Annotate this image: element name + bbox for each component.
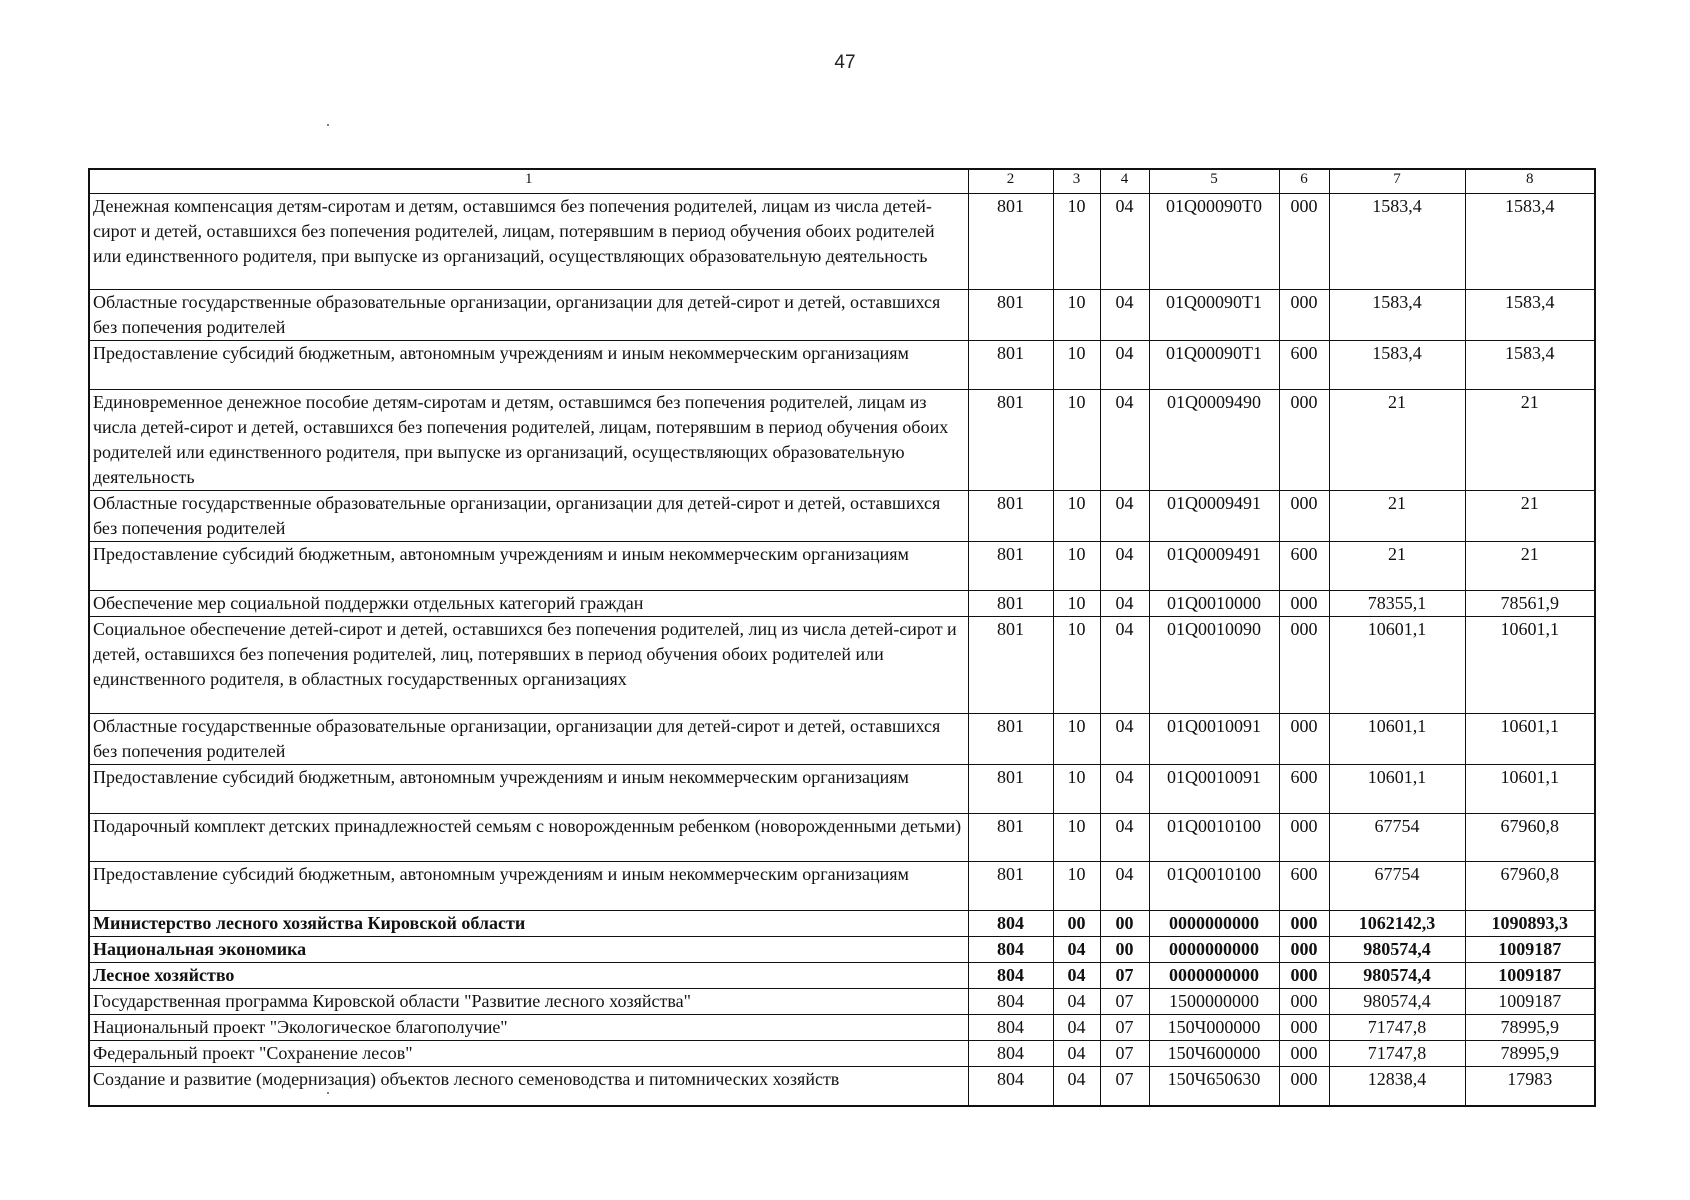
scan-speck <box>327 1092 329 1094</box>
code-expense-type-cell: 000 <box>1279 1040 1329 1066</box>
table-row <box>89 764 1595 813</box>
column-header: 7 <box>1329 169 1465 193</box>
row-name-cell: Денежная компенсация детям-сиротам и детям, оставшимся без попечения родителей, лицам из числа детей-сирот и детей, оставшихся без попечения родителей, лицам, потерявшим в период обучения обоих родителей или единственного родителя, при выпуске из организаций, осуществляющих образовательную деятельность <box>89 193 968 289</box>
amount-year2-cell: 21 <box>1465 541 1595 590</box>
code-target-cell: 01Q0010100 <box>1149 813 1279 861</box>
amount-year1-cell: 1583,4 <box>1329 340 1465 389</box>
row-name-cell: Областные государственные образовательные организации, организации для детей-сирот и детей, оставшихся без попечения родителей <box>89 289 968 340</box>
code-target-cell: 01Q0009491 <box>1149 490 1279 541</box>
table-body <box>89 193 1595 1106</box>
code-subsection-cell: 04 <box>1100 389 1149 490</box>
column-header: 3 <box>1053 169 1100 193</box>
code-section-cell: 04 <box>1053 962 1100 988</box>
code-target-cell: 01Q0010091 <box>1149 764 1279 813</box>
row-name-cell: Областные государственные образовательные организации, организации для детей-сирот и детей, оставшихся без попечения родителей <box>89 490 968 541</box>
code-gpr-cell: 804 <box>968 1040 1053 1066</box>
column-header: 6 <box>1279 169 1329 193</box>
amount-year1-cell: 12838,4 <box>1329 1066 1465 1106</box>
code-target-cell: 150Ч000000 <box>1149 1014 1279 1040</box>
code-gpr-cell: 804 <box>968 936 1053 962</box>
amount-year2-cell: 1009187 <box>1465 962 1595 988</box>
table-row <box>89 936 1595 962</box>
header-row <box>89 169 1595 193</box>
code-target-cell: 150Ч650630 <box>1149 1066 1279 1106</box>
amount-year1-cell: 10601,1 <box>1329 713 1465 764</box>
code-gpr-cell: 801 <box>968 713 1053 764</box>
table-row <box>89 1066 1595 1106</box>
code-subsection-cell: 00 <box>1100 936 1149 962</box>
table-row <box>89 1040 1595 1066</box>
code-section-cell: 00 <box>1053 910 1100 936</box>
row-name-cell: Государственная программа Кировской области "Развитие лесного хозяйства" <box>89 988 968 1014</box>
code-subsection-cell: 07 <box>1100 988 1149 1014</box>
amount-year2-cell: 67960,8 <box>1465 861 1595 910</box>
amount-year1-cell: 1583,4 <box>1329 193 1465 289</box>
code-target-cell: 01Q0010090 <box>1149 616 1279 713</box>
row-name-cell: Областные государственные образовательные организации, организации для детей-сирот и детей, оставшихся без попечения родителей <box>89 713 968 764</box>
code-gpr-cell: 804 <box>968 910 1053 936</box>
code-gpr-cell: 804 <box>968 962 1053 988</box>
code-expense-type-cell: 000 <box>1279 1014 1329 1040</box>
code-expense-type-cell: 000 <box>1279 490 1329 541</box>
table-row <box>89 616 1595 713</box>
code-expense-type-cell: 000 <box>1279 193 1329 289</box>
code-section-cell: 10 <box>1053 541 1100 590</box>
code-section-cell: 10 <box>1053 193 1100 289</box>
amount-year1-cell: 67754 <box>1329 813 1465 861</box>
code-target-cell: 01Q00090T1 <box>1149 289 1279 340</box>
row-name-cell: Социальное обеспечение детей-сирот и детей, оставшихся без попечения родителей, лиц из числа детей-сирот и детей, оставшихся без попечения родителей, лиц, потерявших в период обучения обоих родителей или единственного родителя, в областных государственных организациях <box>89 616 968 713</box>
amount-year1-cell: 21 <box>1329 490 1465 541</box>
amount-year2-cell: 78995,9 <box>1465 1014 1595 1040</box>
amount-year2-cell: 17983 <box>1465 1066 1595 1106</box>
code-subsection-cell: 07 <box>1100 962 1149 988</box>
code-subsection-cell: 04 <box>1100 764 1149 813</box>
amount-year2-cell: 1009187 <box>1465 936 1595 962</box>
table-row <box>89 962 1595 988</box>
code-section-cell: 10 <box>1053 764 1100 813</box>
row-name-cell: Предоставление субсидий бюджетным, автономным учреждениям и иным некоммерческим организациям <box>89 340 968 389</box>
row-name-cell: Подарочный комплект детских принадлежностей семьям с новорожденным ребенком (новорожденными детьми) <box>89 813 968 861</box>
code-gpr-cell: 801 <box>968 389 1053 490</box>
amount-year2-cell: 1583,4 <box>1465 193 1595 289</box>
column-header: 8 <box>1465 169 1595 193</box>
code-section-cell: 10 <box>1053 713 1100 764</box>
amount-year2-cell: 1009187 <box>1465 988 1595 1014</box>
page-number: 47 <box>834 52 856 73</box>
amount-year1-cell: 21 <box>1329 389 1465 490</box>
row-name-cell: Обеспечение мер социальной поддержки отдельных категорий граждан <box>89 590 968 616</box>
code-target-cell: 0000000000 <box>1149 910 1279 936</box>
code-section-cell: 10 <box>1053 616 1100 713</box>
amount-year1-cell: 21 <box>1329 541 1465 590</box>
code-subsection-cell: 07 <box>1100 1066 1149 1106</box>
table-row <box>89 813 1595 861</box>
amount-year2-cell: 10601,1 <box>1465 713 1595 764</box>
table-row <box>89 193 1595 289</box>
amount-year2-cell: 1583,4 <box>1465 340 1595 389</box>
code-section-cell: 04 <box>1053 1066 1100 1106</box>
row-name-cell: Федеральный проект "Сохранение лесов" <box>89 1040 968 1066</box>
code-gpr-cell: 801 <box>968 490 1053 541</box>
table-row <box>89 1014 1595 1040</box>
code-subsection-cell: 04 <box>1100 541 1149 590</box>
code-expense-type-cell: 000 <box>1279 988 1329 1014</box>
code-subsection-cell: 04 <box>1100 289 1149 340</box>
row-name-cell: Предоставление субсидий бюджетным, автономным учреждениям и иным некоммерческим организациям <box>89 541 968 590</box>
scan-speck <box>327 124 329 126</box>
row-name-cell: Предоставление субсидий бюджетным, автономным учреждениям и иным некоммерческим организациям <box>89 764 968 813</box>
code-section-cell: 04 <box>1053 1040 1100 1066</box>
code-expense-type-cell: 000 <box>1279 616 1329 713</box>
code-subsection-cell: 07 <box>1100 1014 1149 1040</box>
row-name-cell: Единовременное денежное пособие детям-сиротам и детям, оставшимся без попечения родителей, лицам из числа детей-сирот и детей, оставшихся без попечения родителей, лицам, потерявшим в период обучения обоих родителей или единственного родителя, при выпуске из организаций, осуществляющих образовательную деятельность <box>89 389 968 490</box>
code-expense-type-cell: 600 <box>1279 861 1329 910</box>
code-gpr-cell: 801 <box>968 541 1053 590</box>
amount-year1-cell: 1583,4 <box>1329 289 1465 340</box>
code-target-cell: 01Q0010091 <box>1149 713 1279 764</box>
row-name-cell: Создание и развитие (модернизация) объектов лесного семеноводства и питомнических хозяйств <box>89 1066 968 1106</box>
amount-year1-cell: 71747,8 <box>1329 1040 1465 1066</box>
code-section-cell: 10 <box>1053 389 1100 490</box>
code-subsection-cell: 07 <box>1100 1040 1149 1066</box>
code-gpr-cell: 801 <box>968 764 1053 813</box>
code-section-cell: 10 <box>1053 289 1100 340</box>
amount-year2-cell: 78995,9 <box>1465 1040 1595 1066</box>
amount-year2-cell: 10601,1 <box>1465 616 1595 713</box>
code-expense-type-cell: 600 <box>1279 541 1329 590</box>
code-target-cell: 150Ч600000 <box>1149 1040 1279 1066</box>
code-section-cell: 10 <box>1053 861 1100 910</box>
row-name-cell: Национальная экономика <box>89 936 968 962</box>
table-row <box>89 541 1595 590</box>
code-subsection-cell: 04 <box>1100 490 1149 541</box>
code-gpr-cell: 804 <box>968 1066 1053 1106</box>
column-header: 1 <box>89 169 968 193</box>
column-header: 4 <box>1100 169 1149 193</box>
amount-year2-cell: 1583,4 <box>1465 289 1595 340</box>
code-gpr-cell: 801 <box>968 590 1053 616</box>
code-expense-type-cell: 600 <box>1279 764 1329 813</box>
code-target-cell: 01Q0010000 <box>1149 590 1279 616</box>
code-gpr-cell: 801 <box>968 861 1053 910</box>
row-name-cell: Предоставление субсидий бюджетным, автономным учреждениям и иным некоммерческим организациям <box>89 861 968 910</box>
amount-year2-cell: 21 <box>1465 389 1595 490</box>
code-subsection-cell: 04 <box>1100 590 1149 616</box>
code-section-cell: 04 <box>1053 988 1100 1014</box>
code-subsection-cell: 04 <box>1100 616 1149 713</box>
code-section-cell: 10 <box>1053 590 1100 616</box>
code-expense-type-cell: 000 <box>1279 910 1329 936</box>
code-subsection-cell: 04 <box>1100 861 1149 910</box>
code-target-cell: 01Q0009490 <box>1149 389 1279 490</box>
amount-year1-cell: 980574,4 <box>1329 962 1465 988</box>
amount-year2-cell: 21 <box>1465 490 1595 541</box>
table-row <box>89 289 1595 340</box>
amount-year1-cell: 10601,1 <box>1329 616 1465 713</box>
code-section-cell: 10 <box>1053 813 1100 861</box>
code-expense-type-cell: 000 <box>1279 1066 1329 1106</box>
code-target-cell: 01Q0010100 <box>1149 861 1279 910</box>
amount-year2-cell: 10601,1 <box>1465 764 1595 813</box>
amount-year2-cell: 1090893,3 <box>1465 910 1595 936</box>
code-expense-type-cell: 000 <box>1279 713 1329 764</box>
table-row <box>89 861 1595 910</box>
code-target-cell: 1500000000 <box>1149 988 1279 1014</box>
code-expense-type-cell: 000 <box>1279 289 1329 340</box>
table-row <box>89 340 1595 389</box>
amount-year1-cell: 980574,4 <box>1329 936 1465 962</box>
code-target-cell: 0000000000 <box>1149 936 1279 962</box>
amount-year1-cell: 10601,1 <box>1329 764 1465 813</box>
row-name-cell: Национальный проект "Экологическое благополучие" <box>89 1014 968 1040</box>
code-expense-type-cell: 600 <box>1279 340 1329 389</box>
code-section-cell: 04 <box>1053 1014 1100 1040</box>
code-subsection-cell: 04 <box>1100 193 1149 289</box>
code-expense-type-cell: 000 <box>1279 936 1329 962</box>
table-row <box>89 910 1595 936</box>
code-subsection-cell: 04 <box>1100 813 1149 861</box>
code-target-cell: 0000000000 <box>1149 962 1279 988</box>
code-section-cell: 10 <box>1053 490 1100 541</box>
amount-year1-cell: 67754 <box>1329 861 1465 910</box>
row-name-cell: Министерство лесного хозяйства Кировской области <box>89 910 968 936</box>
table-row <box>89 389 1595 490</box>
table-row <box>89 590 1595 616</box>
code-expense-type-cell: 000 <box>1279 590 1329 616</box>
row-name-cell: Лесное хозяйство <box>89 962 968 988</box>
amount-year1-cell: 1062142,3 <box>1329 910 1465 936</box>
code-gpr-cell: 801 <box>968 193 1053 289</box>
amount-year1-cell: 78355,1 <box>1329 590 1465 616</box>
code-gpr-cell: 804 <box>968 988 1053 1014</box>
code-gpr-cell: 801 <box>968 813 1053 861</box>
code-subsection-cell: 04 <box>1100 713 1149 764</box>
amount-year1-cell: 71747,8 <box>1329 1014 1465 1040</box>
table-row <box>89 713 1595 764</box>
code-target-cell: 01Q0009491 <box>1149 541 1279 590</box>
amount-year2-cell: 78561,9 <box>1465 590 1595 616</box>
table-row <box>89 988 1595 1014</box>
code-gpr-cell: 801 <box>968 289 1053 340</box>
code-subsection-cell: 04 <box>1100 340 1149 389</box>
amount-year1-cell: 980574,4 <box>1329 988 1465 1014</box>
code-expense-type-cell: 000 <box>1279 389 1329 490</box>
column-header: 2 <box>968 169 1053 193</box>
code-section-cell: 04 <box>1053 936 1100 962</box>
budget-table <box>88 168 1596 1107</box>
code-expense-type-cell: 000 <box>1279 962 1329 988</box>
column-header: 5 <box>1149 169 1279 193</box>
code-expense-type-cell: 000 <box>1279 813 1329 861</box>
table-row <box>89 490 1595 541</box>
code-subsection-cell: 00 <box>1100 910 1149 936</box>
code-gpr-cell: 801 <box>968 616 1053 713</box>
code-section-cell: 10 <box>1053 340 1100 389</box>
code-gpr-cell: 801 <box>968 340 1053 389</box>
amount-year2-cell: 67960,8 <box>1465 813 1595 861</box>
code-target-cell: 01Q00090T1 <box>1149 340 1279 389</box>
code-gpr-cell: 804 <box>968 1014 1053 1040</box>
code-target-cell: 01Q00090T0 <box>1149 193 1279 289</box>
